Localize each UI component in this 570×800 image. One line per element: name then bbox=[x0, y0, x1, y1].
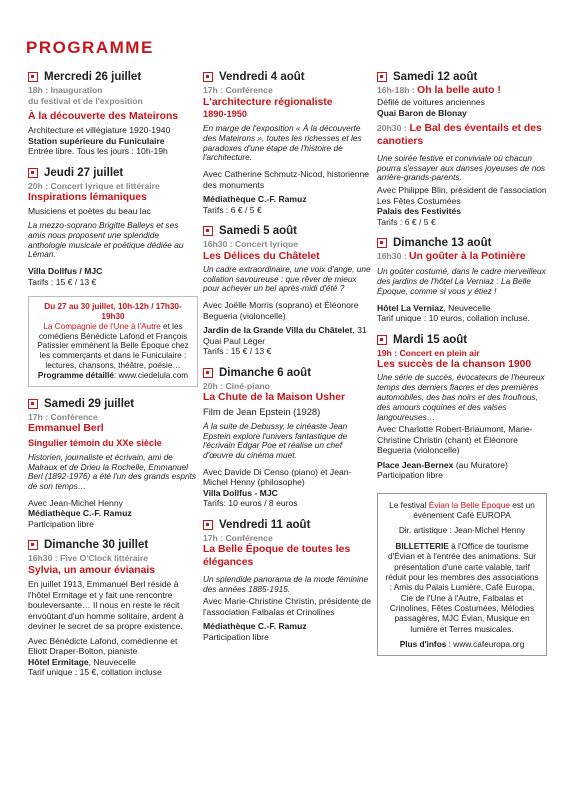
event-dimanche-13-aout bbox=[377, 236, 547, 324]
event-title: L'architecture régionaliste bbox=[203, 96, 333, 108]
event-time: 17h : Conférence bbox=[28, 411, 98, 422]
event-date: Dimanche 30 juillet bbox=[28, 538, 198, 552]
event-time: 20h : Ciné-piano bbox=[203, 380, 270, 391]
event-time: 18h : Inauguration bbox=[28, 85, 103, 96]
event-description: Historien, journaliste et écrivain, ami de Malraux et de Drieu la Rochelle, Emmanuel Berl (1892-1976) a été l'un des grands esprits de son temps… bbox=[28, 451, 197, 492]
event-place: Quai Baron de Blonay bbox=[377, 107, 467, 118]
info-box-festival bbox=[377, 493, 547, 657]
event-with: Avec Joëlle Morris (soprano) et Éléonore Begueria (violoncelle) bbox=[203, 300, 359, 321]
box-intro: Le festival Évian la Belle Époque est un événement Café EUROPA bbox=[389, 499, 535, 521]
event-samedi-5-aout bbox=[203, 224, 373, 357]
event-date: Dimanche 6 août bbox=[203, 366, 373, 380]
square-bullet-icon bbox=[377, 238, 387, 248]
event-description: La mezzo-soprano Brigitte Balleys et ses amis nous proposent une splendide anthologie musicale et poétique dédiée au Léman. bbox=[28, 219, 184, 260]
event-subtitle: Musiciens et poètes du beau lac bbox=[28, 206, 151, 217]
event-price: Participation libre bbox=[377, 470, 443, 481]
event-price: Tarif unique : 10 euros, collation incluse. bbox=[377, 313, 530, 324]
event-date: Jeudi 27 juillet bbox=[28, 166, 198, 180]
event-samedi-29-juillet bbox=[28, 397, 198, 530]
event-time-title: 16h-18h : Oh la belle auto ! bbox=[377, 85, 501, 97]
event-date: Dimanche 13 août bbox=[377, 236, 547, 250]
event-with: Avec Marie-Christine Christin, présidente de l'association Falbalas et Crinolines bbox=[203, 596, 371, 617]
event-samedi-12-aout bbox=[377, 70, 547, 227]
page-title: PROGRAMME bbox=[26, 38, 154, 57]
event-with: Avec Charlotte Robert-Briaumont, Marie-Christine Christin (chant) et Éléonore Begueria (violoncelle) bbox=[377, 424, 533, 456]
event-subtitle: 1890-1950 bbox=[203, 108, 247, 119]
event-place: Station supérieure du Funiculaire bbox=[28, 135, 165, 146]
event-title-2: 20h30 : Le Bal des éventails et des canotiers bbox=[377, 123, 542, 147]
event-title: À la découverte des Mateirons bbox=[28, 110, 179, 122]
box-link[interactable]: Plus d'infos : www.cafeuropa.org bbox=[399, 639, 525, 650]
event-subtitle: Singulier témoin du XXe siècle bbox=[28, 437, 162, 448]
event-description: À la suite de Debussy, le cinéaste Jean Epstein explore l'univers fantastique de l'écrivain Edgar Poe et réalise un chef d'œuvre du cinéma muet. bbox=[203, 420, 348, 461]
event-time-title: 16h30 : Un goûter à la Potinière bbox=[377, 251, 526, 263]
event-title: Inspirations lémaniques bbox=[28, 192, 147, 204]
event-description: Un cadre extraordinaire, une voix d'ange, une collation savoureuse : que rêver de mieux pour achever un bel après-midi d'été ? bbox=[203, 263, 371, 294]
event-price: Participation libre bbox=[203, 631, 269, 642]
column-3 bbox=[377, 70, 547, 656]
event-place: Médiathèque C.-F. Ramuz bbox=[203, 194, 307, 205]
event-description: Une série de succès, évocateurs de l'heureux temps des derniers fiacres et des premières automobiles, des bas noirs et des froufrous, des amours coquines et des valses langoureuses… bbox=[377, 372, 545, 422]
square-bullet-icon bbox=[203, 72, 213, 82]
event-title: La Chute de la Maison Usher bbox=[203, 392, 346, 404]
event-time: 19h : Concert en plein air bbox=[377, 347, 480, 358]
event-vendredi-11-aout bbox=[203, 518, 373, 643]
event-date: Mardi 15 août bbox=[377, 333, 547, 347]
event-place: Jardin de la Grande Villa du Châtelet, 31 Quai Paul Léger bbox=[203, 325, 367, 346]
square-bullet-icon bbox=[203, 226, 213, 236]
event-jeudi-27-juillet bbox=[28, 166, 198, 287]
event-dimanche-30-juillet bbox=[28, 538, 198, 677]
info-box-compagnie bbox=[28, 296, 198, 387]
box-director: Dir. artistique : Jean-Michel Henny bbox=[398, 525, 526, 536]
event-title: Les succès de la chanson 1900 bbox=[377, 359, 532, 371]
event-info: Entrée libre. Tous les jours : 10h-19h bbox=[28, 146, 168, 157]
event-price: Tarifs : 15 € / 13 € bbox=[28, 276, 97, 287]
event-place: Médiathèque C.-F. Ramuz bbox=[203, 621, 307, 632]
event-subtitle: Architecture et villégiature 1920-1940 bbox=[28, 125, 171, 136]
box-ticketing: BILLETTERIE à l'Office de tourisme d'Évian et à l'entrée des animations. Sur présentation d'une carte valable, tarif réduit pour les membres des associations : Amis du Palais Lumière, Café Europa, Cie de l'Une à l'Autre, Falbalas et Crinolines, Fêtes Costumées, Mélodies passagères, MJC Évian, Musique en lumière et Terres musicales. bbox=[385, 540, 539, 634]
event-price: Tarif unique : 15 €, collation incluse bbox=[28, 667, 162, 677]
box-dates: Du 27 au 30 juillet, 10h-12h / 17h30-19h30 bbox=[44, 302, 182, 321]
event-date: Samedi 5 août bbox=[203, 224, 373, 238]
event-title: Sylvia, un amour évianais bbox=[28, 564, 156, 576]
event-description: En marge de l'exposition « À la découverte des Mateirons », toutes les richesses et les paradoxes d'une étape de l'histoire de l'architecture. bbox=[203, 122, 362, 163]
event-place: Villa Dollfus / MJC bbox=[28, 266, 103, 277]
event-date: Mercredi 26 juillet bbox=[28, 70, 198, 84]
event-time: 20h : Concert lyrique et littéraire bbox=[28, 180, 160, 191]
event-place: Médiathèque C.-F. Ramuz bbox=[28, 508, 132, 519]
event-time: 16h30 : Five O'Clock littéraire bbox=[28, 553, 149, 564]
event-price: Participation libre bbox=[28, 518, 94, 529]
box-link[interactable]: Programme détaillé: www.ciedelula.com bbox=[37, 370, 189, 380]
event-place: Hôtel Ermitage, Neuvecelle bbox=[28, 656, 136, 667]
square-bullet-icon bbox=[28, 72, 38, 82]
event-subtitle: Défilé de voitures anciennes bbox=[377, 97, 485, 108]
event-description: En juillet 1913, Emmanuel Berl réside à l'hôtel Ermitage et y fait une rencontre bouleversante… Il nous en reste le récit envoûtant d'un homme solitaire, ardent à deviner le secret de sa propre existence. bbox=[28, 579, 184, 632]
event-description: Un goûter costumé, dans le cadre merveilleux des jardins de l'hôtel La Verniaz : La Belle Époque, comme si vous y étiez ! bbox=[377, 266, 546, 296]
event-date: Samedi 29 juillet bbox=[28, 397, 198, 411]
square-bullet-icon bbox=[203, 368, 213, 378]
event-place-2: Palais des Festivités bbox=[377, 206, 462, 217]
event-date: Vendredi 11 août bbox=[203, 518, 373, 532]
square-bullet-icon bbox=[377, 335, 387, 345]
column-2 bbox=[203, 70, 373, 651]
square-bullet-icon bbox=[28, 540, 38, 550]
event-price: Tarifs : 15 € / 13 € bbox=[203, 346, 272, 357]
square-bullet-icon bbox=[377, 72, 387, 82]
square-bullet-icon bbox=[28, 399, 38, 409]
event-with: Avec Jean-Michel Henny bbox=[28, 497, 123, 508]
event-date: Samedi 12 août bbox=[377, 70, 547, 84]
box-text: La Compagnie de l'Une à l'Autre et les comédiens Bénédicte Lafond et François Patissier emmènent la Belle Époque chez les commerçants et dans le Funiculaire : lectures, chansons, théâtre, poésie… bbox=[37, 321, 189, 371]
event-place: Villa Dollfus - MJC bbox=[203, 487, 278, 498]
event-price: Tarifs : 6 € / 5 € bbox=[377, 216, 436, 227]
event-date: Vendredi 4 août bbox=[203, 70, 373, 84]
event-time-detail: du festival et de l'exposition bbox=[28, 95, 143, 106]
event-description: Un splendide panorama de la mode féminine des années 1885-1915. bbox=[203, 573, 369, 594]
column-1 bbox=[28, 70, 198, 686]
event-description: Une soirée festive et conviviale où chacun pourra s'essayer aux danses joyeuses de nos arrière-grands-parents. bbox=[377, 152, 546, 183]
event-time: 17h : Conférence bbox=[203, 85, 273, 96]
event-time: 17h : Conférence bbox=[203, 532, 273, 543]
event-title: Emmanuel Berl bbox=[28, 423, 104, 435]
event-vendredi-4-aout bbox=[203, 70, 373, 215]
event-title: Les Délices du Châtelet bbox=[203, 250, 320, 262]
event-title: La Belle Époque de toutes les élégances bbox=[203, 544, 351, 568]
event-with: Avec Davide Di Censo (piano) et Jean-Michel Henny (philosophe) bbox=[203, 466, 352, 488]
event-price: Tarifs: 10 euros / 8 euros bbox=[203, 498, 298, 509]
event-time: 16h30 : Concert lyrique bbox=[203, 239, 299, 250]
square-bullet-icon bbox=[203, 520, 213, 530]
square-bullet-icon bbox=[28, 168, 38, 178]
event-mardi-15-aout bbox=[377, 333, 547, 481]
event-subtitle: Film de Jean Epstein (1928) bbox=[203, 406, 321, 418]
event-price: Tarifs : 6 € / 5 € bbox=[203, 204, 262, 215]
event-with: Avec Catherine Schmutz-Nicod, historienne des monuments bbox=[203, 169, 370, 190]
event-with: Avec Philippe Blin, président de l'association Les Fêtes Costumées bbox=[377, 185, 547, 206]
event-place: Place Jean-Bernex (au Muratore) bbox=[377, 459, 508, 470]
event-place: Hôtel La Verniaz, Neuvecelle bbox=[377, 302, 491, 313]
event-mercredi-26-juillet bbox=[28, 70, 198, 157]
event-dimanche-6-aout bbox=[203, 366, 373, 509]
event-with: Avec Bénédicte Lafond, comédienne et Eliott Draper-Bolton, pianiste bbox=[28, 635, 178, 657]
